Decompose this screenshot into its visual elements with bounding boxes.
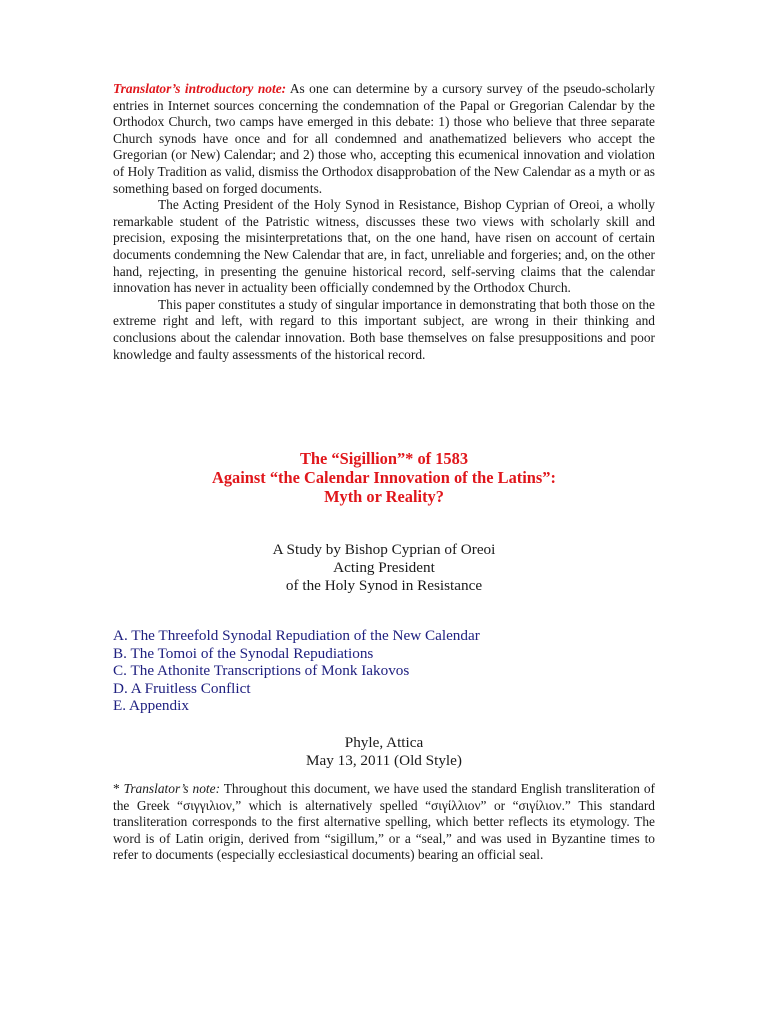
- translator-footnote: [113, 781, 655, 864]
- title-line-2: Against “the Calendar Innovation of the Latins”:: [212, 468, 556, 487]
- place-line: Phyle, Attica: [344, 734, 424, 751]
- document-title: [0, 449, 768, 506]
- toc-item-a: A. The Threefold Synodal Repudiation of the New Calendar: [113, 627, 480, 644]
- footnote-lead-label: Translator’s note:: [123, 781, 221, 796]
- title-line-3: Myth or Reality?: [324, 487, 444, 506]
- author-byline: [0, 541, 768, 595]
- footnote-marker: *: [113, 781, 124, 796]
- intro-paragraph-1: [113, 81, 655, 197]
- intro-paragraph-2: The Acting President of the Holy Synod in Resistance, Bishop Cyprian of Oreoi, a wholly remarkable student of the Patristic witness, discusses these two views with scholarly skill and precision, exposing the misinterpretations that, on the one hand, have risen on account of certain documents condemning the New Calendar that are, in fact, unreliable and forgeries; and, on the other hand, rejecting, in presenting the genuine historical record, self-serving claims that the calendar innovation has never in actuality been officially condemned by the Orthodox Church.: [113, 197, 655, 296]
- intro-paragraph-1-text: As one can determine by a cursory survey of the pseudo-scholarly entries in Internet sources concerning the condemnation of the Papal or Gregorian Calendar by the Orthodox Church, two camps have emerged in this debate: 1) those who believe that three separate Church synods have once and for all condemned and anathematized believers who accept the Gregorian (or New) Calendar; and 2) those who, accepting this ecumenical innovation and violation of Holy Tradition as valid, dismiss the Orthodox disapprobation of the New Calendar as a myth or as something based on forged documents.: [113, 81, 655, 196]
- title-line-1: The “Sigillion”* of 1583: [299, 449, 469, 468]
- toc-item-b: B. The Tomoi of the Synodal Repudiations: [113, 644, 374, 662]
- intro-paragraph-3: This paper constitutes a study of singular importance in demonstrating that both those on the extreme right and left, with regard to this important subject, are wrong in their thinking and conclusions about the calendar innovation. Both base themselves on false presuppositions and poor knowledge and faulty assessments of the historical record.: [113, 296, 655, 362]
- table-of-contents: [113, 627, 673, 715]
- intro-lead-label: Translator’s introductory note:: [113, 81, 287, 96]
- date-line: May 13, 2011 (Old Style): [306, 751, 462, 769]
- place-and-date: [0, 734, 768, 769]
- byline-line-3: of the Holy Synod in Resistance: [285, 577, 483, 594]
- footnote-text: Throughout this document, we have used the standard English transliteration of the Greek “σιγγιλιον,” which is alternatively spelled “σιγίλλιον” or “σιγίλιον.” This standard transliteration corresponds to the first alternative spelling, which better reflects its etymology. The word is of Latin origin, derived from “sigillum,” or a “seal,” and was used in Byzantine times to refer to documents (especially ecclesiastical documents) bearing an official seal.: [113, 781, 656, 863]
- byline-line-1: A Study by Bishop Cyprian of Oreoi: [272, 541, 496, 558]
- toc-item-c: C. The Athonite Transcriptions of Monk Iakovos: [113, 662, 410, 680]
- toc-item-d: D. A Fruitless Conflict: [113, 679, 251, 697]
- translator-introduction: [113, 81, 655, 363]
- byline-line-2: Acting President: [333, 559, 435, 576]
- toc-item-e: E. Appendix: [113, 697, 189, 715]
